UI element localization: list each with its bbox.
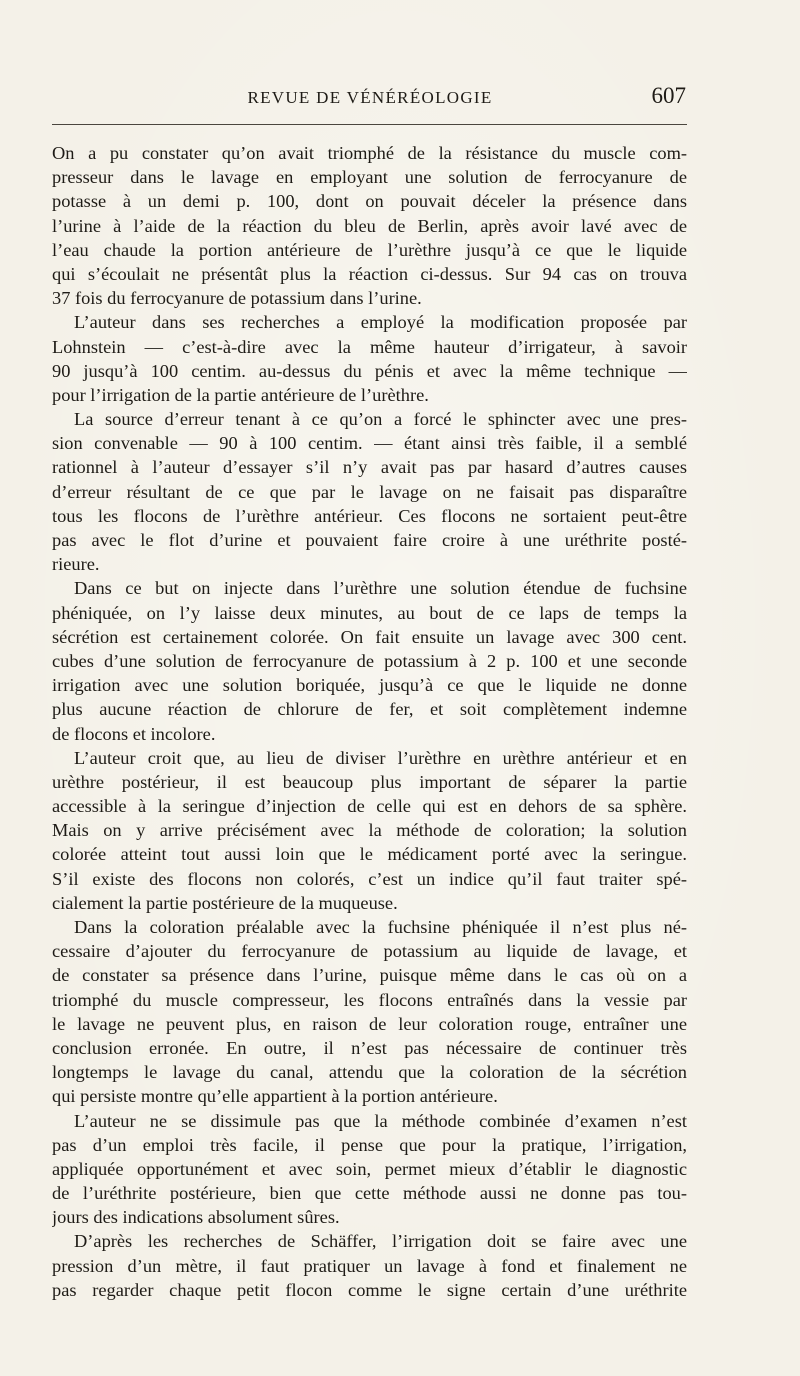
text-line: de l’uréthrite postérieure, bien que cette méthode aussi ne donne pas tou- [52,1183,687,1204]
text-line: conclusion erronée. En outre, il n’est pas nécessaire de continuer très [52,1037,687,1058]
text-line: qui s’écoulait ne présentât plus la réaction ci-dessus. Sur 94 cas on trouva [52,263,687,284]
text-line: rationnel à l’auteur d’essayer s’il n’y avait pas par hasard d’autres causes [52,457,687,478]
text-line: tous les flocons de l’urèthre antérieur. Ces flocons ne sortaient peut-être [52,505,687,526]
text-line: L’auteur croit que, au lieu de diviser l’urèthre en urèthre antérieur et en [74,747,687,768]
text-line: L’auteur dans ses recherches a employé la modification proposée par [74,312,687,333]
text-line: l’eau chaude la portion antérieure de l’urèthre jusqu’à ce que le liquide [52,239,687,260]
text-line: sécrétion est certainement colorée. On fait ensuite un lavage avec 300 cent. [52,626,687,647]
text-line: Dans la coloration préalable avec la fuchsine phéniquée il n’est plus né- [74,917,687,937]
text-line: l’urine à l’aide de la réaction du bleu de Berlin, après avoir lavé avec de [52,215,687,236]
page-number: 607 [651,83,686,108]
text-line: d’erreur résultant de ce que par le lavage on ne faisait pas disparaître [52,481,687,502]
text-line: S’il existe des flocons non colorés, c’est un indice qu’il faut traiter spé- [52,868,687,889]
text-line: On a pu constater qu’on avait triomphé de la résistance du muscle com- [52,143,687,163]
text-line: La source d’erreur tenant à ce qu’on a forcé le sphincter avec une pres- [74,409,687,430]
text-line: de constater sa présence dans l’urine, puisque même dans le cas où on a [52,965,687,986]
text-line: Mais on y arrive précisément avec la méthode de coloration; la solution [52,820,687,841]
text-line: 37 fois du ferrocyanure de potassium dans l’urine. [52,288,422,309]
text-line: pas avec le flot d’urine et pouvaient faire croire à une uréthrite posté- [52,530,687,550]
text-line: rieure. [52,554,100,575]
header-rule [52,124,687,125]
text-line: de flocons et incolore. [52,723,216,744]
text-line: cialement la partie postérieure de la muqueuse. [52,892,398,913]
text-line: cessaire d’ajouter du ferrocyanure de potassium au liquide de lavage, et [52,941,687,962]
text-line: triomphé du muscle compresseur, les flocons entraînés dans la vessie par [52,989,687,1010]
text-line: L’auteur ne se dissimule pas que la méthode combinée d’examen n’est [74,1110,687,1131]
text-line: irrigation avec une solution boriquée, jusqu’à ce que le liquide ne donne [52,675,687,696]
text-line: le lavage ne peuvent plus, en raison de leur coloration rouge, entraîner une [52,1013,687,1034]
text-line: colorée atteint tout aussi loin que le médicament porté avec la seringue. [52,844,687,865]
text-line: pour l’irrigation de la partie antérieure de l’urèthre. [52,384,429,405]
text-line: 90 jusqu’à 100 centim. au-dessus du pénis et avec la même technique — [52,360,687,381]
text-line: pas d’un emploi très facile, il pense que pour la pratique, l’irrigation, [52,1134,687,1155]
text-line: appliquée opportunément et avec soin, permet mieux d’établir le diagnostic [52,1158,687,1179]
text-line: phéniquée, on l’y laisse deux minutes, au bout de ce laps de temps la [52,602,687,623]
text-line: sion convenable — 90 à 100 centim. — étant ainsi très faible, il a semblé [52,433,687,454]
text-line: qui persiste montre qu’elle appartient à la portion antérieure. [52,1086,498,1107]
body-text [52,141,687,1302]
text-line: pas regarder chaque petit flocon comme le signe certain d’une uréthrite [52,1279,687,1300]
text-line: Lohnstein — c’est-à-dire avec la même hauteur d’irrigateur, à savoir [52,336,687,357]
text-line: D’après les recherches de Schäffer, l’irrigation doit se faire avec une [74,1231,687,1252]
text-line: cubes d’une solution de ferrocyanure de potassium à 2 p. 100 et une seconde [52,650,687,671]
running-title: REVUE DE VÉNÉRÉOLOGIE [247,88,493,107]
text-line: presseur dans le lavage en employant une solution de ferrocyanure de [52,167,687,188]
text-line: pression d’un mètre, il faut pratiquer un lavage à fond et finalement ne [52,1255,687,1276]
running-head [52,84,688,114]
text-line: Dans ce but on injecte dans l’urèthre une solution étendue de fuchsine [74,578,687,599]
text-line: plus aucune réaction de chlorure de fer, et soit complètement indemne [52,699,687,720]
text-line: longtemps le lavage du canal, attendu que la coloration de la sécrétion [52,1062,687,1083]
text-line: jours des indications absolument sûres. [52,1207,340,1228]
text-line: potasse à un demi p. 100, dont on pouvait déceler la présence dans [52,191,687,212]
text-line: accessible à la seringue d’injection de celle qui est en dehors de sa sphère. [52,796,687,817]
text-line: urèthre postérieur, il est beaucoup plus important de séparer la partie [52,771,687,792]
